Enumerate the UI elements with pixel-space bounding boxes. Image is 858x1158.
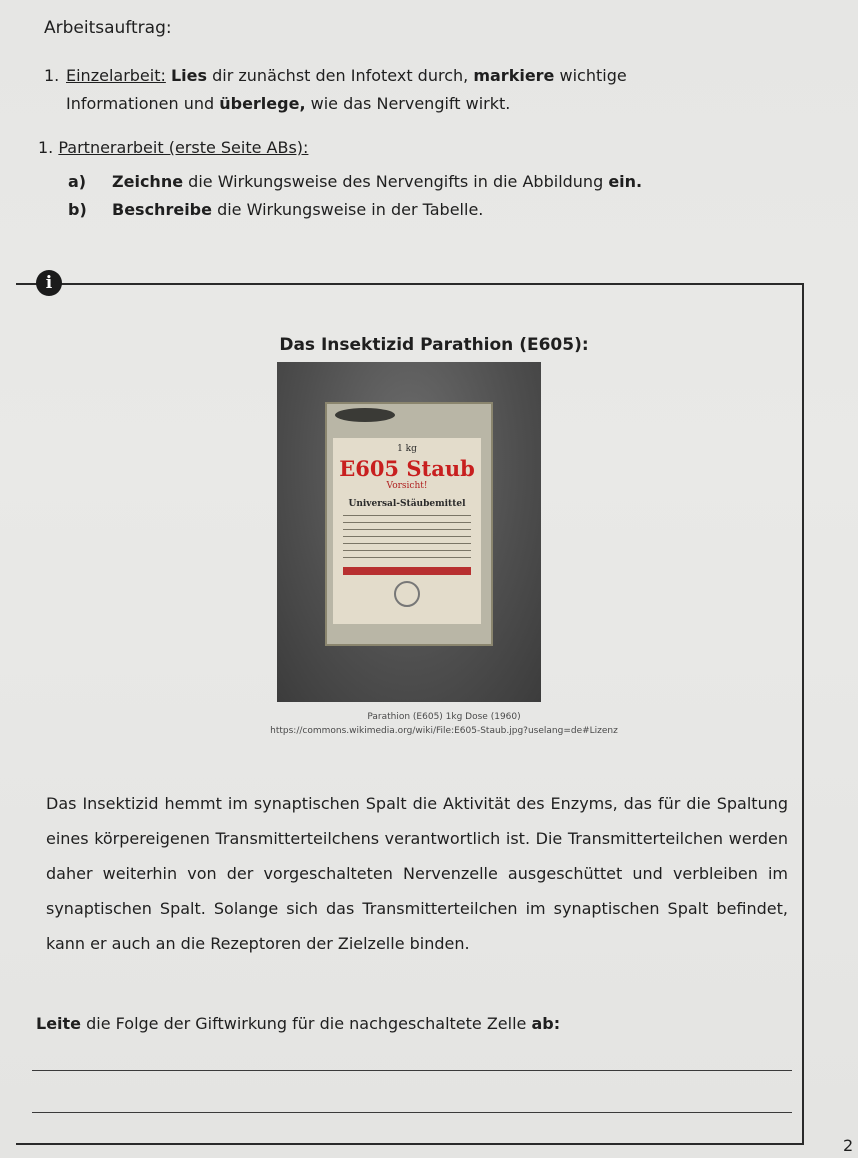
task-1 xyxy=(44,62,744,118)
can-brand: E605 Staub xyxy=(339,456,475,481)
answer-line[interactable] xyxy=(32,1112,792,1113)
info-task xyxy=(36,1014,560,1033)
info-icon: i xyxy=(36,270,62,296)
assignment-heading: Arbeitsauftrag: xyxy=(44,18,172,38)
info-text: Das Insektizid hemmt im synaptischen Spalt die Aktivität des Enzyms, das für die Spaltung eines körpereigenen Transmitterteilchens verantwortlich ist. Die Transmitterteilchen werden daher weiterhin von der vorgeschalteten Nervenzelle ausgeschüttet und verbleiben im synaptischen Spalt. Solange sich das Transmitterteilchen im synaptischen Spalt befindet, kann er auch an die Rezeptoren der Zielzelle binden. xyxy=(46,794,788,953)
can-warning: Vorsicht! xyxy=(386,481,428,491)
subtask-a-label: a) xyxy=(68,172,87,191)
can-description: Universal-Stäubemittel xyxy=(348,499,466,509)
subtask-a xyxy=(68,172,642,191)
parathion-can-photo xyxy=(277,362,541,702)
subtask-b-verb: Beschreibe xyxy=(112,200,212,219)
can-body xyxy=(325,402,493,646)
subtask-b xyxy=(68,200,483,219)
page-number: 2 xyxy=(843,1136,854,1155)
task-1-mode: Einzelarbeit: xyxy=(66,66,166,85)
info-task-text: die Folge der Giftwirkung für die nachgeschaltete Zelle xyxy=(86,1014,527,1033)
subtask-b-label: b) xyxy=(68,200,87,219)
task-1-text-3: wie das Nervengift wirkt. xyxy=(310,94,511,113)
info-box-title: Das Insektizid Parathion (E605): xyxy=(279,335,589,355)
info-task-end: ab: xyxy=(531,1014,561,1033)
photo-caption: Parathion (E605) 1kg Dose (1960) xyxy=(367,712,521,722)
info-task-verb: Leite xyxy=(36,1014,82,1033)
task-1-text-1: dir zunächst den Infotext durch, xyxy=(212,66,469,85)
bayer-logo-icon xyxy=(394,581,420,607)
task-1-text-2: wichtige Informationen und xyxy=(66,66,627,113)
task-2-mode: Partnerarbeit (erste Seite ABs): xyxy=(58,138,309,157)
task-1-number: 1. xyxy=(44,66,60,85)
task-1-verb-lies: Lies xyxy=(170,66,208,85)
can-label xyxy=(333,438,481,624)
can-lid xyxy=(335,408,395,422)
photo-source-url: https://commons.wikimedia.org/wiki/File:E605-Staub.jpg?uselang=de#Lizenz xyxy=(270,726,618,736)
subtask-b-text: die Wirkungsweise in der Tabelle. xyxy=(217,200,484,219)
task-2 xyxy=(38,138,308,157)
task-1-verb-markiere: markiere xyxy=(473,66,555,85)
can-weight: 1 kg xyxy=(397,444,417,454)
subtask-a-end: ein. xyxy=(608,172,643,191)
task-2-number: 1. xyxy=(38,138,54,157)
can-red-stripe xyxy=(343,567,471,575)
can-fine-print xyxy=(343,515,471,563)
subtask-a-text: die Wirkungsweise des Nervengifts in die Abbildung xyxy=(188,172,604,191)
answer-line[interactable] xyxy=(32,1070,792,1071)
subtask-a-verb: Zeichne xyxy=(112,172,184,191)
task-1-verb-ueberlege: überlege, xyxy=(219,94,306,113)
